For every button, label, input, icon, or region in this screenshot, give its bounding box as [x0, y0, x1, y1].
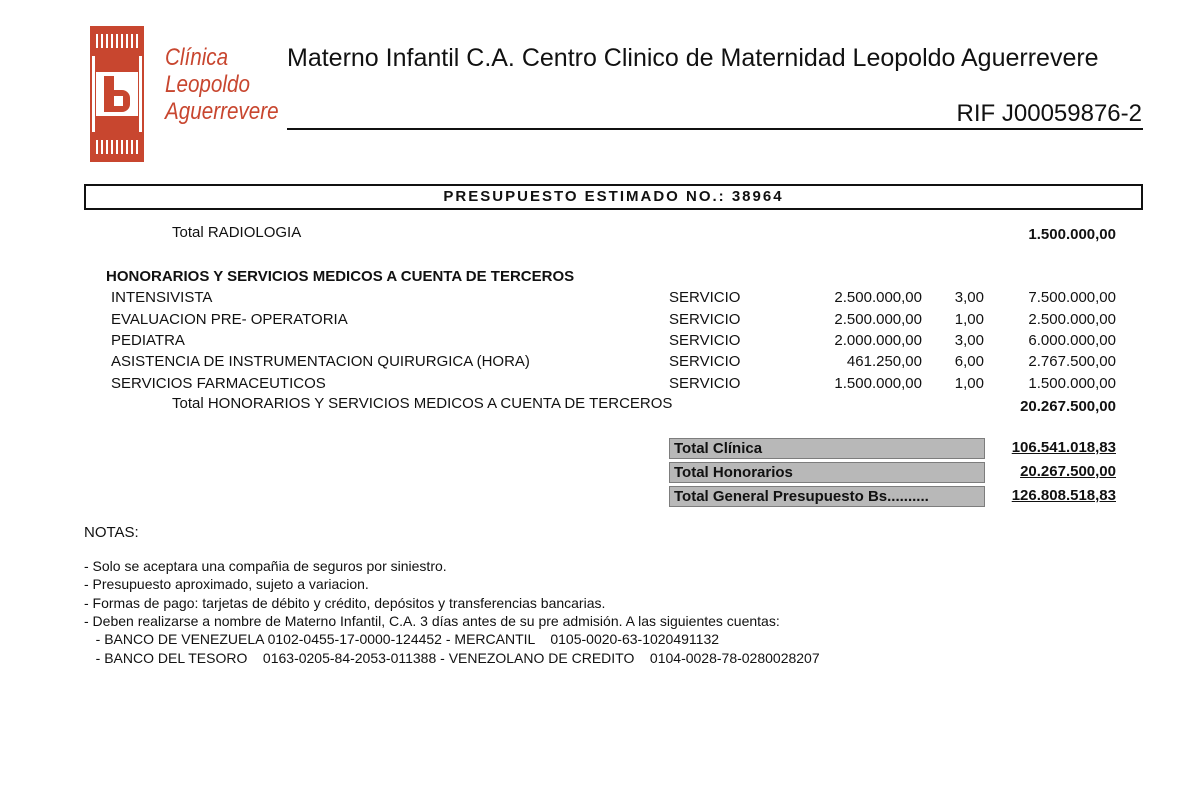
- honorarios-total-label: Total HONORARIOS Y SERVICIOS MEDICOS A CUENTA DE TERCEROS: [172, 395, 673, 412]
- note-line: - BANCO DE VENEZUELA 0102-0455-17-0000-124452 - MERCANTIL 0105-0020-63-1020491132: [84, 631, 720, 647]
- budget-title: PRESUPUESTO ESTIMADO NO.: 38964: [443, 188, 784, 205]
- item-description: ASISTENCIA DE INSTRUMENTACION QUIRURGICA (HORA): [111, 353, 530, 370]
- item-unit-price: 1.500.000,00: [834, 375, 922, 392]
- logo-line-3: Aguerrevere: [165, 98, 279, 125]
- item-quantity: 3,00: [954, 332, 984, 349]
- logo-stripes-bottom: [96, 140, 138, 154]
- radiologia-total-label: Total RADIOLOGIA: [172, 224, 302, 241]
- item-type: SERVICIO: [669, 289, 741, 306]
- item-total: 1.500.000,00: [1028, 375, 1116, 392]
- item-unit-price: 2.500.000,00: [834, 289, 922, 306]
- item-type: SERVICIO: [669, 332, 741, 349]
- item-quantity: 3,00: [954, 289, 984, 306]
- item-total: 2.500.000,00: [1028, 311, 1116, 328]
- logo-stripes-top: [96, 34, 138, 48]
- item-unit-price: 2.000.000,00: [834, 332, 922, 349]
- logo-line-2: Leopoldo: [165, 71, 250, 98]
- item-type: SERVICIO: [669, 375, 741, 392]
- item-quantity: 6,00: [954, 353, 984, 370]
- company-rif: RIF J00059876-2: [956, 100, 1142, 127]
- note-line: - Presupuesto aproximado, sujeto a variacion.: [84, 576, 369, 592]
- note-line: - Formas de pago: tarjetas de débito y crédito, depósitos y transferencias bancarias.: [84, 595, 606, 611]
- item-description: SERVICIOS FARMACEUTICOS: [111, 375, 326, 392]
- item-total: 7.500.000,00: [1028, 289, 1116, 306]
- summary-label-honorarios: Total Honorarios: [669, 462, 985, 483]
- clinic-logo: [90, 26, 144, 162]
- item-type: SERVICIO: [669, 353, 741, 370]
- item-unit-price: 2.500.000,00: [834, 311, 922, 328]
- item-type: SERVICIO: [669, 311, 741, 328]
- note-line: - Deben realizarse a nombre de Materno Infantil, C.A. 3 días antes de su pre admisión. A las siguientes cuentas:: [84, 613, 780, 629]
- note-line: - BANCO DEL TESORO 0163-0205-84-2053-011388 - VENEZOLANO DE CREDITO 0104-0028-78-0280028207: [84, 650, 820, 666]
- note-line: - Solo se aceptara una compañia de seguros por siniestro.: [84, 558, 447, 574]
- item-description: PEDIATRA: [111, 332, 185, 349]
- notes-heading: NOTAS:: [84, 524, 139, 541]
- summary-label-general: Total General Presupuesto Bs..........: [669, 486, 985, 507]
- logo-line-1: Clínica: [165, 44, 229, 71]
- item-description: INTENSIVISTA: [111, 289, 213, 306]
- summary-label-clinica: Total Clínica: [669, 438, 985, 459]
- item-total: 2.767.500,00: [1028, 353, 1116, 370]
- budget-title-box: [84, 184, 1143, 210]
- item-total: 6.000.000,00: [1028, 332, 1116, 349]
- summary-value-clinica: 106.541.018,83: [1011, 439, 1116, 456]
- item-unit-price: 461.250,00: [846, 353, 922, 370]
- honorarios-total-value: 20.267.500,00: [1020, 398, 1116, 415]
- radiologia-total-value: 1.500.000,00: [1028, 226, 1116, 243]
- logo-b-mark: [96, 72, 138, 116]
- logo-side-left: [92, 56, 95, 132]
- header-divider: [287, 128, 1143, 130]
- logo-wordmark: [165, 44, 279, 125]
- item-quantity: 1,00: [954, 375, 984, 392]
- item-description: EVALUACION PRE- OPERATORIA: [111, 311, 348, 328]
- item-quantity: 1,00: [954, 311, 984, 328]
- honorarios-section-title: HONORARIOS Y SERVICIOS MEDICOS A CUENTA DE TERCEROS: [106, 268, 575, 285]
- summary-value-general: 126.808.518,83: [1011, 487, 1116, 504]
- summary-value-honorarios: 20.267.500,00: [1020, 463, 1116, 480]
- company-name: Materno Infantil C.A. Centro Clinico de Maternidad Leopoldo Aguerrevere: [287, 44, 1099, 72]
- logo-side-right: [139, 56, 142, 132]
